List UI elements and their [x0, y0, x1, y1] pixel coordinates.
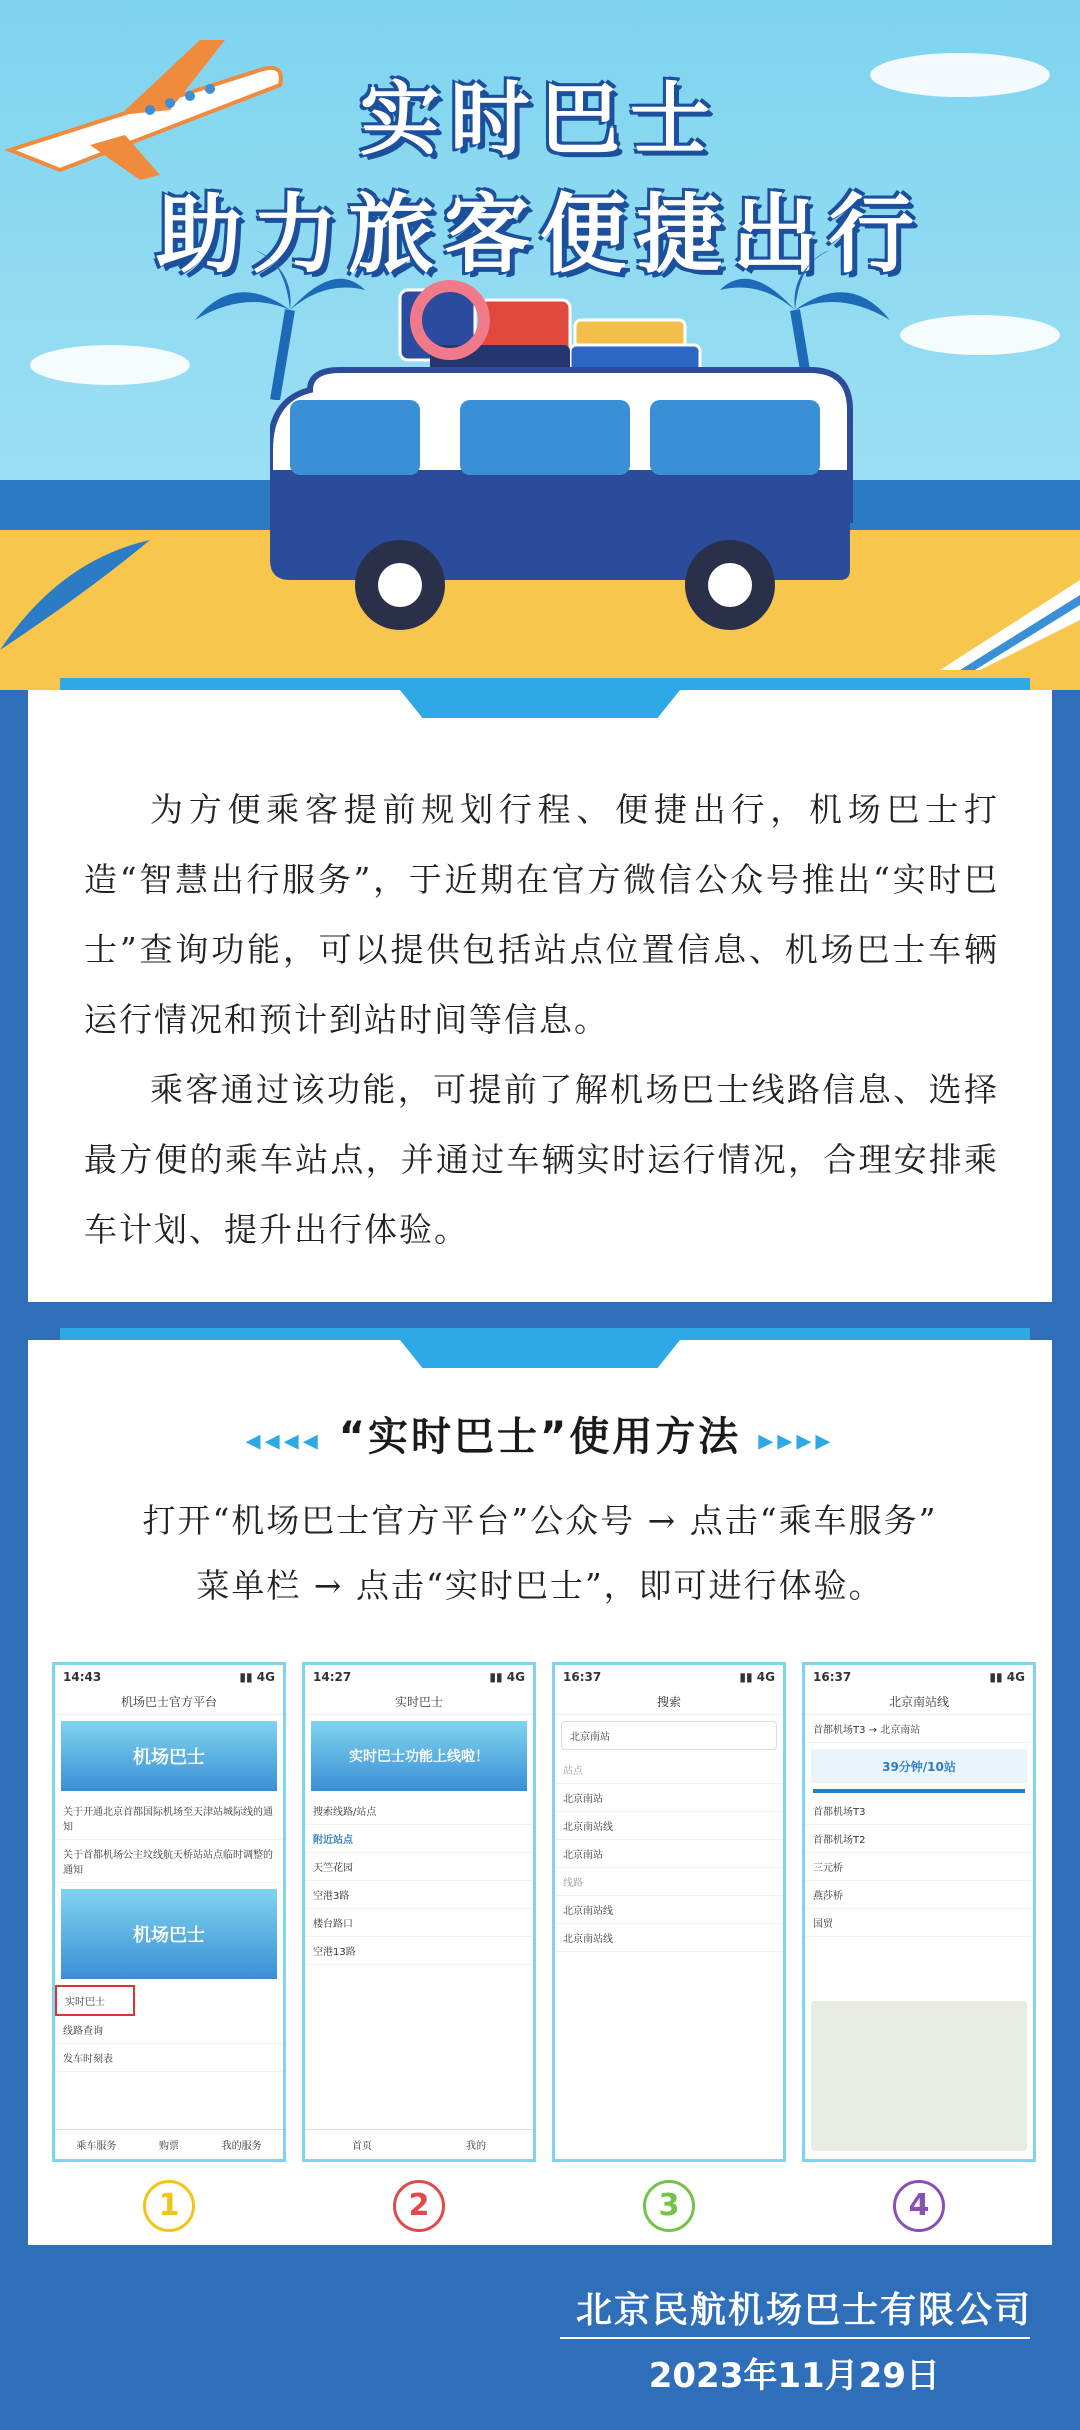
list-item[interactable]: 北京南站线 [555, 1924, 783, 1952]
footer-date: 2023年11月29日 [648, 2356, 940, 2396]
section-label: 站点 [555, 1756, 783, 1784]
footer-company: 北京民航机场巴士有限公司 [575, 2290, 1032, 2331]
phone-titlebar: 北京南站线 [805, 1689, 1033, 1715]
phone-titlebar: 搜索 [555, 1689, 783, 1715]
leaf-icon [0, 520, 160, 660]
phone-screenshot-1 [52, 1662, 286, 2162]
search-input[interactable]: 北京南站 [561, 1721, 777, 1750]
footer-divider [560, 2337, 1030, 2339]
list-item[interactable]: 北京南站 [555, 1784, 783, 1812]
map-area[interactable] [811, 2001, 1027, 2151]
phone-banner: 实时巴士功能上线啦！ [311, 1721, 527, 1791]
phone-bottom-nav [305, 2129, 533, 2159]
nav-tickets[interactable]: 购票 [158, 2141, 179, 2152]
nav-my-service[interactable]: 我的服务 [221, 2141, 262, 2152]
nav-home[interactable]: 首页 [352, 2141, 372, 2152]
list-item[interactable]: 国贸 [805, 1909, 1033, 1937]
cloud-icon [890, 300, 1070, 360]
section-label: 线路 [555, 1868, 783, 1896]
list-item[interactable]: 北京南站线 [555, 1812, 783, 1840]
phone-titlebar: 实时巴士 [305, 1689, 533, 1715]
phone-screenshot-2 [302, 1662, 536, 2162]
phone-time: 14:27 [313, 1670, 352, 1684]
signal-icon: ▮▮ 4G [989, 1670, 1025, 1684]
usage-line2: 菜单栏 → 点击“实时巴士”，即可进行体验。 [196, 1566, 884, 1605]
list-item[interactable]: 首都机场T2 [805, 1825, 1033, 1853]
page-title-line1: 实时巴士 [360, 73, 720, 166]
phone-screenshot-4 [802, 1662, 1036, 2162]
step-number-3: 3 [643, 2180, 695, 2232]
bus-illustration [270, 280, 870, 640]
beach-towel-icon [940, 560, 1080, 670]
step-number-4: 4 [893, 2180, 945, 2232]
usage-title: “实时巴士”使用方法 [338, 1414, 742, 1460]
phone-time: 16:37 [813, 1670, 852, 1684]
menu-item-route-query[interactable]: 线路查询 [55, 2016, 283, 2044]
intro-paragraph-1: 为方便乘客提前规划行程、便捷出行，机场巴士打造“智慧出行服务”，于近期在官方微信公众号推出“实时巴士”查询功能，可以提供包括站点位置信息、机场巴士车辆运行情况和预计到站时间等信息。 [84, 790, 999, 1039]
triangle-left-icons: ◂◂◂◂ [245, 1423, 322, 1458]
intro-paragraph-2: 乘客通过该功能，可提前了解机场巴士线路信息、选择最方便的乘车站点，并通过车辆实时运行情况，合理安排乘车计划、提升出行体验。 [84, 1070, 999, 1249]
phone-time: 16:37 [563, 1670, 602, 1684]
phone-banner: 机场巴士 [61, 1721, 277, 1791]
step-number-1: 1 [143, 2180, 195, 2232]
list-item[interactable]: 楼台路口 [305, 1909, 533, 1937]
list-item[interactable]: 天竺花园 [305, 1853, 533, 1881]
card2-top-tab [400, 1340, 680, 1368]
route-summary: 39分钟/10站 [811, 1749, 1027, 1783]
list-item[interactable]: 燕莎桥 [805, 1881, 1033, 1909]
usage-line1: 打开“机场巴士官方平台”公众号 → 点击“乘车服务” [142, 1501, 938, 1540]
list-item[interactable]: 北京南站线 [555, 1896, 783, 1924]
phone-banner-2: 机场巴士 [61, 1889, 277, 1979]
signal-icon: ▮▮ 4G [739, 1670, 775, 1684]
nav-me[interactable]: 我的 [466, 2141, 486, 2152]
signal-icon: ▮▮ 4G [239, 1670, 275, 1684]
menu-item-timetable[interactable]: 发车时刻表 [55, 2044, 283, 2072]
card1-top-tab [400, 690, 680, 718]
nav-ride-service[interactable]: 乘车服务 [76, 2141, 117, 2152]
list-item: 关于开通北京首都国际机场至天津站城际线的通知 [55, 1797, 283, 1840]
phone-screenshot-3 [552, 1662, 786, 2162]
phone-bottom-nav [55, 2129, 283, 2159]
signal-icon: ▮▮ 4G [489, 1670, 525, 1684]
route-direction: 首都机场T3 → 北京南站 [805, 1715, 1033, 1743]
phone-titlebar: 机场巴士官方平台 [55, 1689, 283, 1715]
list-item[interactable]: 空港3路 [305, 1881, 533, 1909]
phone-time: 14:43 [63, 1670, 102, 1684]
cloud-icon [20, 330, 200, 390]
triangle-right-icons: ▸▸▸▸ [758, 1423, 835, 1458]
hero-banner [0, 0, 1080, 690]
intro-text [84, 775, 999, 1265]
step-number-2: 2 [393, 2180, 445, 2232]
menu-item-realtime-bus[interactable]: 实时巴士 [55, 1985, 135, 2016]
list-item[interactable]: 空港13路 [305, 1937, 533, 1965]
route-line [813, 1789, 1025, 1793]
list-item[interactable]: 北京南站 [555, 1840, 783, 1868]
list-item[interactable]: 三元桥 [805, 1853, 1033, 1881]
page-title-line2: 助力旅客便捷出行 [156, 185, 924, 285]
tab-nearby[interactable]: 附近站点 [305, 1825, 533, 1853]
list-item[interactable]: 首都机场T3 [805, 1797, 1033, 1825]
list-item: 关于首都机场公主坟线航天桥站站点临时调整的通知 [55, 1840, 283, 1883]
search-input[interactable]: 搜索线路/站点 [305, 1797, 533, 1825]
usage-title-row [0, 1405, 1080, 1462]
